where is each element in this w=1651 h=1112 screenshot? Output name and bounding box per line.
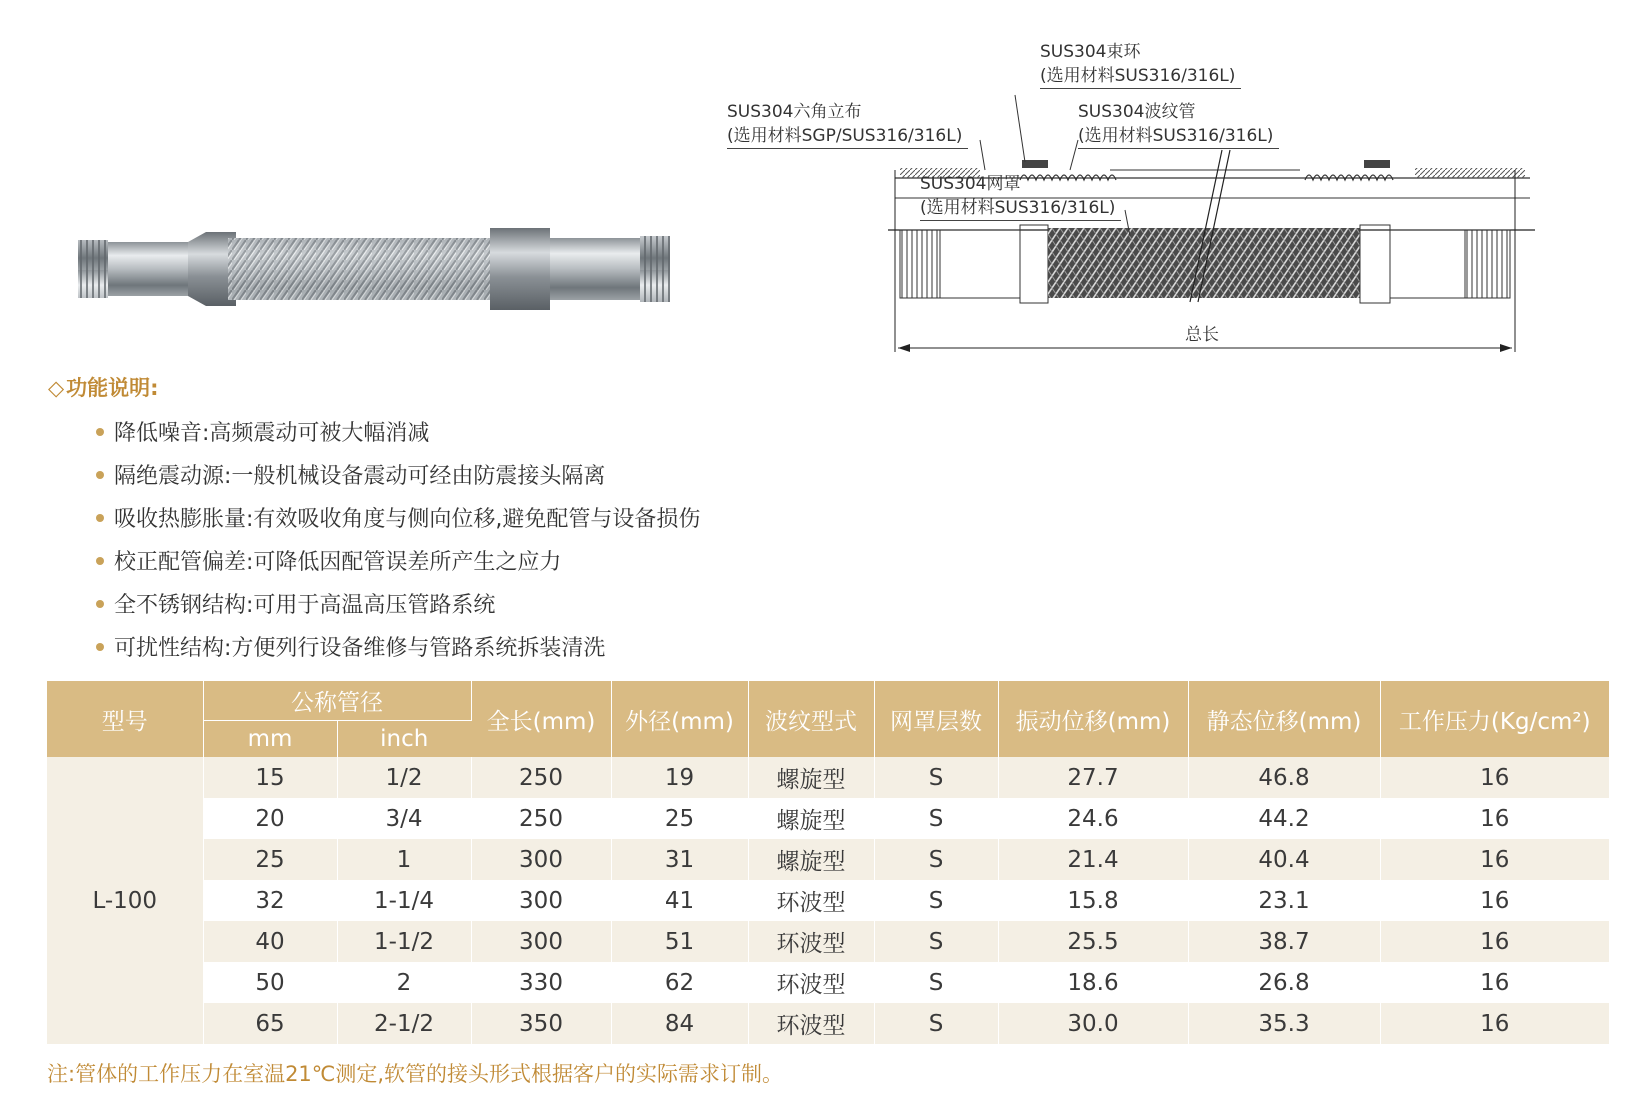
- table-cell: 250: [471, 798, 611, 839]
- callout-bellows-material: (选用材料SUS316/316L): [1078, 124, 1279, 149]
- table-cell: 1: [337, 839, 471, 880]
- table-cell: S: [874, 962, 998, 1003]
- table-cell: 25: [611, 798, 748, 839]
- callout-hex-name: SUS304六角立布: [727, 102, 862, 122]
- technical-drawing: [727, 30, 1620, 390]
- header-wave: 波纹型式: [748, 681, 874, 757]
- feature-text: 可扰性结构:方便列行设备维修与管路系统拆装清洗: [114, 636, 606, 661]
- header-model: 型号: [47, 681, 203, 757]
- total-length-label: 总长: [1185, 325, 1219, 345]
- callout-mesh-name: SUS304网罩: [920, 174, 1021, 194]
- table-cell: 15: [203, 757, 337, 798]
- table-row: [47, 798, 1609, 839]
- table-cell: 38.7: [1188, 921, 1380, 962]
- table-cell: 300: [471, 921, 611, 962]
- table-cell: 16: [1380, 962, 1609, 1003]
- table-cell: 1/2: [337, 757, 471, 798]
- table-cell: S: [874, 839, 998, 880]
- table-cell: 23.1: [1188, 880, 1380, 921]
- table-cell: 25.5: [998, 921, 1188, 962]
- bullet-icon: [96, 600, 104, 608]
- table-cell: S: [874, 921, 998, 962]
- table-cell: 3/4: [337, 798, 471, 839]
- table-cell: 250: [471, 757, 611, 798]
- table-cell: 环波型: [748, 962, 874, 1003]
- table-cell: 螺旋型: [748, 798, 874, 839]
- feature-item: [96, 541, 700, 584]
- table-cell: 环波型: [748, 880, 874, 921]
- features-list: [96, 412, 700, 670]
- header-nominal: 公称管径: [203, 681, 471, 720]
- hose-photo: [78, 210, 718, 330]
- callout-bellows: [1078, 100, 1279, 149]
- table-cell: 62: [611, 962, 748, 1003]
- table-cell: 84: [611, 1003, 748, 1044]
- feature-text: 隔绝震动源:一般机械设备震动可经由防震接头隔离: [114, 464, 606, 489]
- table-cell: 24.6: [998, 798, 1188, 839]
- table-cell: 16: [1380, 839, 1609, 880]
- bullet-icon: [96, 643, 104, 651]
- callout-band-name: SUS304束环: [1040, 42, 1141, 62]
- features-title-text: 功能说明:: [66, 376, 159, 400]
- callout-mesh-material: (选用材料SUS316/316L): [920, 196, 1121, 221]
- callout-band: [1040, 40, 1241, 89]
- bullet-icon: [96, 471, 104, 479]
- feature-item: [96, 455, 700, 498]
- table-cell: 30.0: [998, 1003, 1188, 1044]
- table-cell: 31: [611, 839, 748, 880]
- table-cell: 350: [471, 1003, 611, 1044]
- table-cell: S: [874, 798, 998, 839]
- table-row: [47, 921, 1609, 962]
- table-cell: 300: [471, 839, 611, 880]
- header-mm: mm: [203, 720, 337, 757]
- table-cell: 330: [471, 962, 611, 1003]
- callout-hex-material: (选用材料SGP/SUS316/316L): [727, 124, 968, 149]
- table-cell: 2: [337, 962, 471, 1003]
- callout-hex-fitting: [727, 100, 968, 149]
- table-cell: S: [874, 1003, 998, 1044]
- table-cell: 18.6: [998, 962, 1188, 1003]
- table-row: [47, 1003, 1609, 1044]
- table-cell: 16: [1380, 1003, 1609, 1044]
- feature-item: [96, 584, 700, 627]
- table-cell: 21.4: [998, 839, 1188, 880]
- bullet-icon: [96, 428, 104, 436]
- feature-item: [96, 498, 700, 541]
- feature-item: [96, 412, 700, 455]
- header-inch: inch: [337, 720, 471, 757]
- table-cell: S: [874, 880, 998, 921]
- table-cell: 16: [1380, 757, 1609, 798]
- header-braid: 网罩层数: [874, 681, 998, 757]
- feature-text: 降低噪音:高频震动可被大幅消减: [114, 421, 430, 446]
- table-cell: 35.3: [1188, 1003, 1380, 1044]
- header-length: 全长(mm): [471, 681, 611, 757]
- feature-text: 吸收热膨胀量:有效吸收角度与侧向位移,避免配管与设备损伤: [114, 507, 701, 532]
- table-cell: 32: [203, 880, 337, 921]
- spec-table: [47, 681, 1609, 1044]
- table-cell: 1-1/2: [337, 921, 471, 962]
- table-cell: 25: [203, 839, 337, 880]
- header-static: 静态位移(mm): [1188, 681, 1380, 757]
- table-cell: 2-1/2: [337, 1003, 471, 1044]
- callout-mesh: [920, 172, 1121, 221]
- table-row: [47, 839, 1609, 880]
- table-cell: 15.8: [998, 880, 1188, 921]
- table-cell: 环波型: [748, 1003, 874, 1044]
- header-pressure: 工作压力(Kg/cm²): [1380, 681, 1609, 757]
- table-cell: 20: [203, 798, 337, 839]
- table-cell: 螺旋型: [748, 757, 874, 798]
- table-cell: 16: [1380, 921, 1609, 962]
- table-cell: 螺旋型: [748, 839, 874, 880]
- feature-item: [96, 627, 700, 670]
- callout-band-material: (选用材料SUS316/316L): [1040, 64, 1241, 89]
- table-cell: 16: [1380, 798, 1609, 839]
- spec-table-body: [47, 757, 1609, 1044]
- table-cell: 16: [1380, 880, 1609, 921]
- table-cell: 26.8: [1188, 962, 1380, 1003]
- header-od: 外径(mm): [611, 681, 748, 757]
- table-cell: 300: [471, 880, 611, 921]
- table-cell: 51: [611, 921, 748, 962]
- table-cell: 46.8: [1188, 757, 1380, 798]
- table-cell: 1-1/4: [337, 880, 471, 921]
- bullet-icon: [96, 557, 104, 565]
- bullet-icon: [96, 514, 104, 522]
- table-row: [47, 962, 1609, 1003]
- table-cell: 41: [611, 880, 748, 921]
- feature-text: 校正配管偏差:可降低因配管误差所产生之应力: [114, 550, 562, 575]
- diamond-icon: ◇: [48, 376, 65, 400]
- table-cell: 40: [203, 921, 337, 962]
- header-vibration: 振动位移(mm): [998, 681, 1188, 757]
- table-row: [47, 880, 1609, 921]
- table-cell: 44.2: [1188, 798, 1380, 839]
- model-cell: L-100: [47, 757, 203, 1044]
- table-cell: 50: [203, 962, 337, 1003]
- table-cell: 19: [611, 757, 748, 798]
- callout-bellows-name: SUS304波纹管: [1078, 102, 1196, 122]
- table-cell: 27.7: [998, 757, 1188, 798]
- table-cell: S: [874, 757, 998, 798]
- features-title: [48, 372, 159, 402]
- feature-text: 全不锈钢结构:可用于高温高压管路系统: [114, 593, 496, 618]
- table-cell: 40.4: [1188, 839, 1380, 880]
- table-cell: 65: [203, 1003, 337, 1044]
- table-row: [47, 757, 1609, 798]
- table-cell: 环波型: [748, 921, 874, 962]
- footnote: 注:管体的工作压力在室温21℃测定,软管的接头形式根据客户的实际需求订制。: [47, 1062, 784, 1086]
